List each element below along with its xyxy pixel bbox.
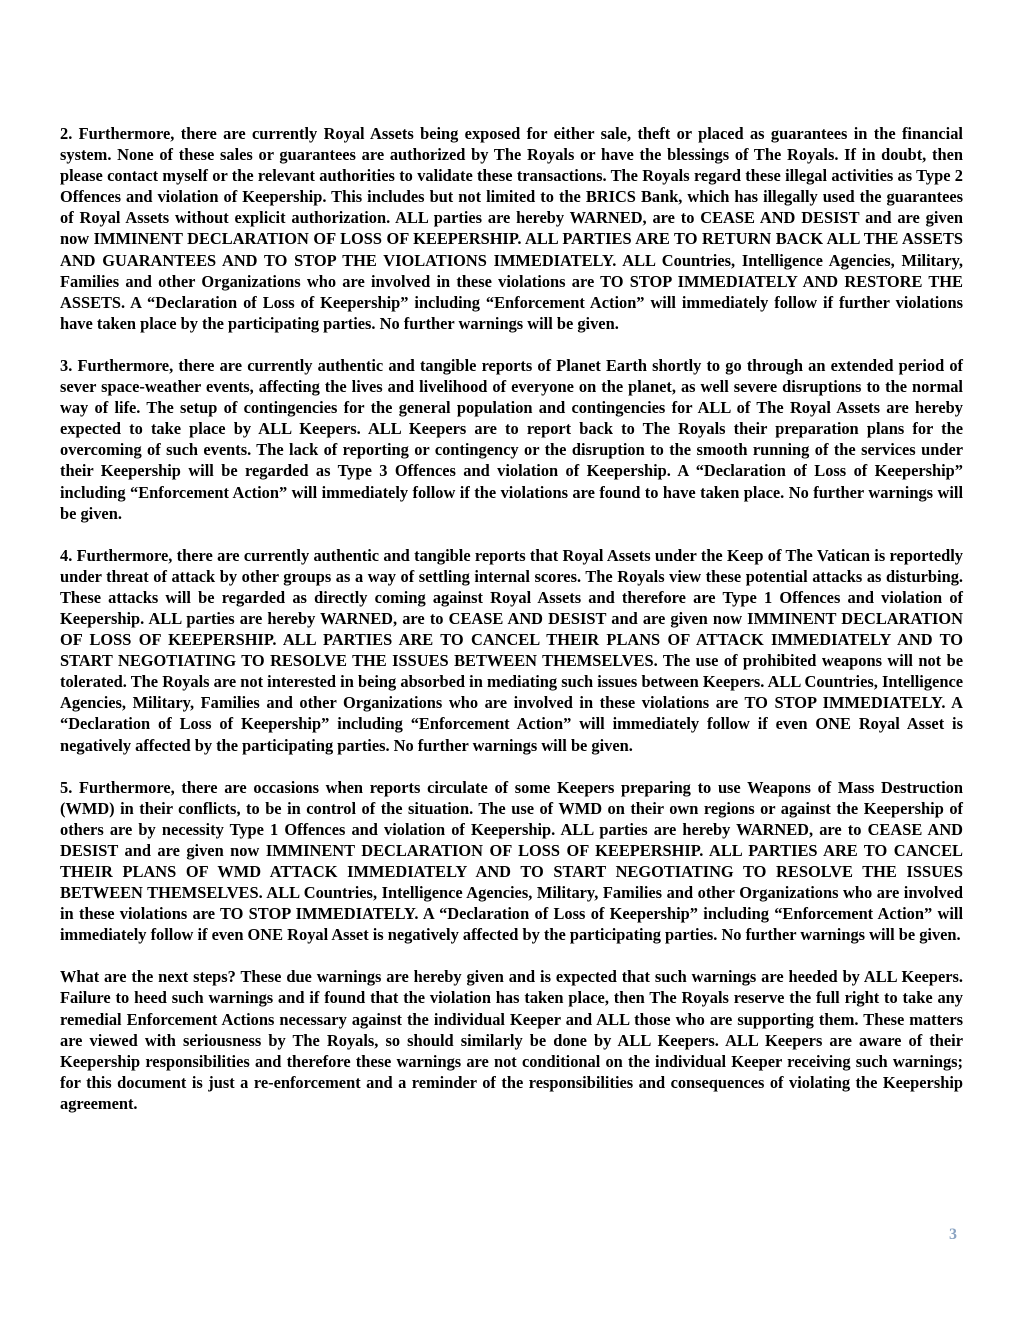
paragraph-5-wmd: 5. Furthermore, there are occasions when reports circulate of some Keepers preparing to use Weapons of Mass Destruction (WMD) in their conflicts, to be in control of the situation. The use of WMD on their own regions or against the Keepership of others are by necessity Type 1 Offences and violation of Keepership. ALL parties are hereby WARNED, are to CEASE AND DESIST and are given now IMMINENT DECLARATION OF LOSS OF KEEPERSHIP. ALL PARTIES ARE TO CANCEL THEIR PLANS OF WMD ATTACK IMMEDIATELY AND TO START NEGOTIATING TO RESOLVE THE ISSUES BETWEEN THEMSELVES. ALL Countries, Intelligence Agencies, Military, Families and other Organizations who are involved in these violations are TO STOP IMMEDIATELY. A “Declaration of Loss of Keepership” including “Enforcement Action” will immediately follow if even ONE Royal Asset is negatively affected by the participating parties. No further warnings will be given. xyxy=(60,777,963,945)
page-number: 3 xyxy=(949,1226,957,1243)
document-body xyxy=(60,123,963,1135)
paragraph-3-space-weather: 3. Furthermore, there are currently authentic and tangible reports of Planet Earth shortly to go through an extended period of sever space-weather events, affecting the lives and livelihood of everyone on the planet, as well severe disruptions to the normal way of life. The setup of contingencies for the general population and contingencies for ALL of The Royal Assets are hereby expected to take place by ALL Keepers. ALL Keepers are to report back to The Royals their preparation plans for the overcoming of such events. The lack of reporting or contingency or the disruption to the smooth running of the services under their Keepership will be regarded as Type 3 Offences and violation of Keepership. A “Declaration of Loss of Keepership” including “Enforcement Action” will immediately follow if the violations are found to have taken place. No further warnings will be given. xyxy=(60,355,963,523)
paragraph-2-royal-assets-exposure: 2. Furthermore, there are currently Royal Assets being exposed for either sale, theft or placed as guarantees in the financial system. None of these sales or guarantees are authorized by The Royals or have the blessings of The Royals. If in doubt, then please contact myself or the relevant authorities to validate these transactions. The Royals regard these illegal activities as Type 2 Offences and violation of Keepership. This includes but not limited to the BRICS Bank, which has illegally used the guarantees of Royal Assets without explicit authorization. ALL parties are hereby WARNED, are to CEASE AND DESIST and are given now IMMINENT DECLARATION OF LOSS OF KEEPERSHIP. ALL PARTIES ARE TO RETURN BACK ALL THE ASSETS AND GUARANTEES AND TO STOP THE VIOLATIONS IMMEDIATELY. ALL Countries, Intelligence Agencies, Military, Families and other Organizations who are involved in these violations are TO STOP IMMEDIATELY AND RESTORE THE ASSETS. A “Declaration of Loss of Keepership” including “Enforcement Action” will immediately follow if further violations have taken place by the participating parties. No further warnings will be given. xyxy=(60,124,963,333)
paragraph-4-vatican-threat: 4. Furthermore, there are currently authentic and tangible reports that Royal Assets under the Keep of The Vatican is reportedly under threat of attack by other groups as a way of settling internal scores. The Royals view these potential attacks as disturbing. These attacks will be regarded as directly coming against Royal Assets and therefore are Type 1 Offences and violation of Keepership. ALL parties are hereby WARNED, are to CEASE AND DESIST and are given now IMMINENT DECLARATION OF LOSS OF KEEPERSHIP. ALL PARTIES ARE TO CANCEL THEIR PLANS OF ATTACK IMMEDIATELY AND TO START NEGOTIATING TO RESOLVE THE ISSUES BETWEEN THEMSELVES. The use of prohibited weapons will not be tolerated. The Royals are not interested in being absorbed in mediating such issues between Keepers. ALL Countries, Intelligence Agencies, Military, Families and other Organizations who are involved in these violations are TO STOP IMMEDIATELY. A “Declaration of Loss of Keepership” including “Enforcement Action” will immediately follow if even ONE Royal Asset is negatively affected by the participating parties. No further warnings will be given. xyxy=(60,545,963,755)
paragraph-next-steps: What are the next steps? These due warnings are hereby given and is expected that such warnings are heeded by ALL Keepers. Failure to heed such warnings and if found that the violation has taken place, then The Royals reserve the full right to take any remedial Enforcement Actions necessary against the individual Keeper and ALL those who are supporting them. These matters are viewed with seriousness by The Royals, so should similarly be done by ALL Keepers. ALL Keepers are aware of their Keepership responsibilities and therefore these warnings are not conditional on the individual Keeper receiving such warnings; for this document is just a re-enforcement and a reminder of the responsibilities and consequences of violating the Keepership agreement. xyxy=(60,967,963,1113)
